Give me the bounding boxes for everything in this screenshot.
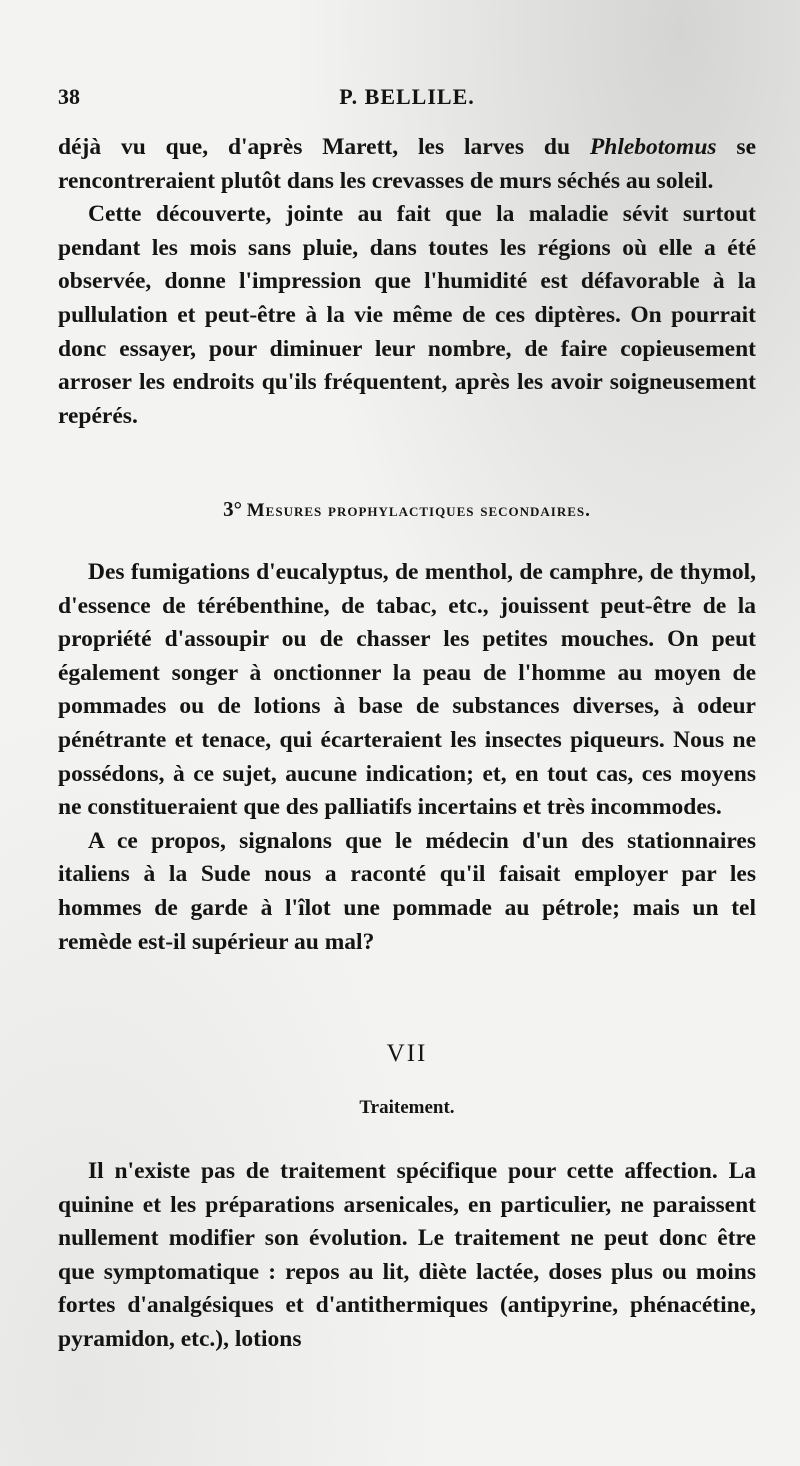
paragraph-fumigations: Des fumigations d'eucalyptus, de menthol, de camphre, de thymol, d'essence de térébenthine, de tabac, etc., jouissent peut-être de la propriété d'assoupir ou de chasser les petites mouches. On peut également songer à onctionner la peau de l'homme au moyen de pommades ou de lotions à base de substances diverses, à odeur pénétrante et tenace, qui écarteraient les insectes piqueurs. Nous ne possédons, à ce sujet, aucune indication; et, en tout cas, ces moyens ne constitueraient que des palliatifs incertains et très incommodes. — [58, 559, 756, 821]
chapter-number: VII — [386, 1040, 428, 1067]
paragraph-anecdote: A ce propos, signalons que le médecin d'un des stationnaires italiens à la Sude nous a raconté qu'il faisait employer par les hommes de garde à l'îlot une pommade au pétrole; mais un tel remède est-il supérieur au mal? — [58, 827, 756, 955]
running-head: P. BELLILE. — [339, 84, 475, 109]
page-number: 38 — [58, 84, 80, 109]
chapter-title: Traitement. — [359, 1097, 455, 1118]
text-block-continuation — [58, 131, 756, 433]
paragraph-continuation — [58, 131, 756, 198]
section-title: Mesures prophylactiques secondaires. — [246, 500, 591, 521]
paragraph-text: déjà vu que, d'après Marett, les larves du — [58, 134, 590, 160]
text-block-prophylaxis — [58, 556, 756, 959]
section-number: 3° — [223, 497, 242, 521]
genus-name: Phlebotomus — [589, 134, 717, 160]
section-heading — [58, 497, 756, 522]
paragraph-treatment: Il n'existe pas de traitement spécifique pour cette affection. La quinine et les préparations arsenicales, en particulier, ne paraissent nullement modifier son évolution. Le traitement ne peut donc être que symptomatique : repos au lit, diète lactée, doses plus ou moins fortes d'analgésiques et d'antithermiques (antipyrine, phénacétine, pyramidon, etc.), lotions — [58, 1158, 756, 1352]
text-block-treatment — [58, 1155, 756, 1357]
page-header — [58, 84, 756, 114]
paragraph-humidity: Cette découverte, jointe au fait que la maladie sévit surtout pendant les mois sans pluie, dans toutes les régions où elle a été observée, donne l'impression que l'humidité est défavorable à la pullulation et peut-être à la vie même de ces diptères. On pourrait donc essayer, pour diminuer leur nombre, de faire copieusement arroser les endroits qu'ils fréquentent, après les avoir soigneusement repérés. — [58, 201, 756, 429]
paragraph-text: se rencontreraient plutôt dans les crevasses de murs séchés au soleil. — [58, 134, 757, 194]
